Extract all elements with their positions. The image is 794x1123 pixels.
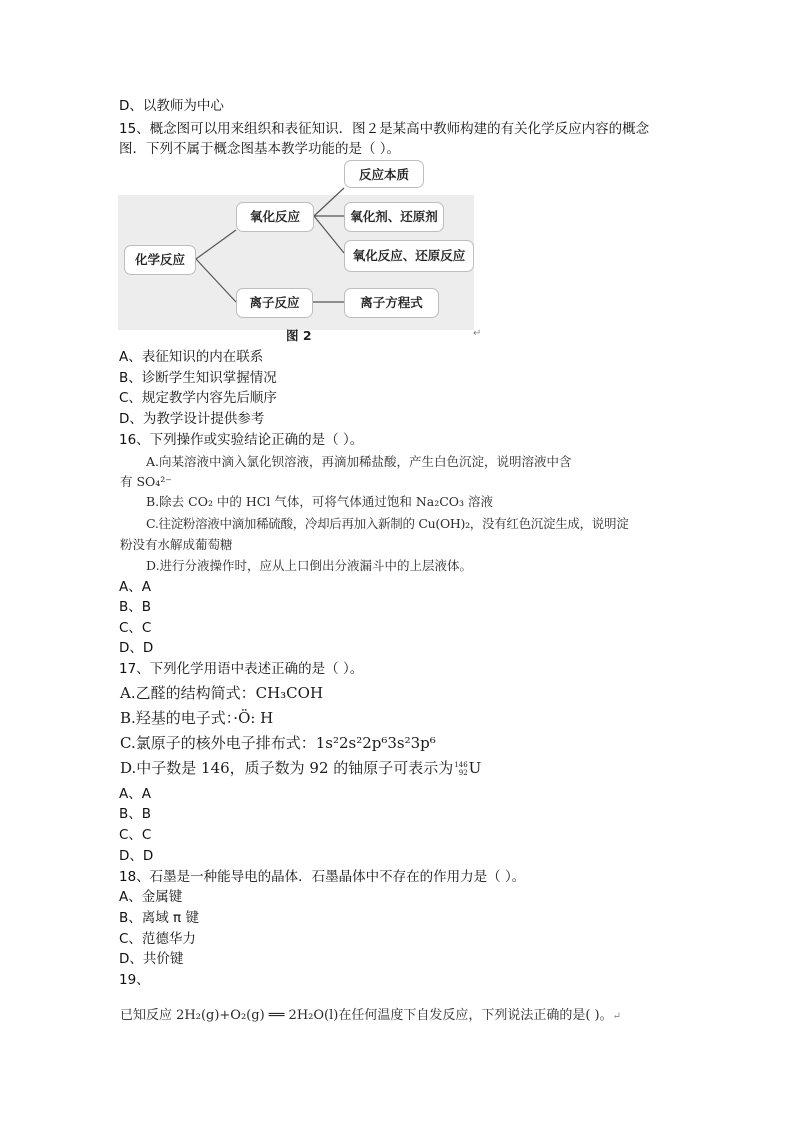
node-oxidant-reductant: 氧化剂、还原剂 [344, 202, 444, 232]
q17-scan-a-line: A.乙醛的结构简式：CH₃COH [120, 684, 324, 702]
connector-oxidation-to-reactions [314, 216, 344, 253]
q17-option-a: A、A [119, 786, 151, 802]
q18-stem: 18、石墨是一种能导电的晶体．石墨晶体中不存在的作用力是（ ）。 [119, 869, 526, 885]
q18-option-a: A、金属键 [119, 889, 183, 905]
q16-option-a: A、A [119, 579, 151, 595]
q15-option-c: C、规定教学内容先后顺序 [119, 390, 277, 406]
paragraph-return-mark: ↵ [473, 328, 482, 339]
q18-option-c: C、范德华力 [119, 931, 196, 947]
q15-stem-line-2: 图．下列不属于概念图基本教学功能的是（ ）。 [119, 141, 401, 157]
q17-d-symbol: U [468, 759, 482, 777]
q15-option-d: D、为教学设计提供参考 [119, 411, 265, 427]
q17-scan-b-line [120, 707, 273, 729]
q16-scan-d-line: D.进行分液操作时，应从上口倒出分液漏斗中的上层液体。 [146, 558, 473, 573]
q16-scan-c-line-1: C.往淀粉溶液中滴加稀硫酸，冷却后再加入新制的 Cu(OH)₂，没有红色沉淀生成，说明淀 [146, 516, 629, 531]
q16-option-b: B、B [119, 599, 152, 615]
q17-option-d: D、D [119, 848, 154, 864]
concept-map-figure [118, 160, 482, 348]
q14-option-d: D、以教师为中心 [119, 98, 224, 114]
q16-scan-c-line-2: 粉没有水解成葡萄糖 [120, 537, 233, 552]
q19-return-mark: ↵ [612, 1011, 622, 1022]
q16-scan-a-line-2: 有 SO₄²⁻ [120, 474, 172, 489]
node-oxidation-reaction: 氧化反应 [236, 202, 314, 232]
connector-root-to-oxidation [196, 230, 236, 259]
q17-c-prefix: C.氯原子的核外电子排布式： [120, 734, 316, 752]
node-redox-reactions: 氧化反应、还原反应 [344, 240, 474, 272]
node-reaction-essence: 反应本质 [344, 160, 424, 188]
q18-option-b: B、离域 π 键 [119, 910, 199, 926]
q15-stem-line-1: 15、概念图可以用来组织和表征知识．图２是某高中教师构建的有关化学反应内容的概念 [119, 121, 650, 137]
q16-option-d: D、D [119, 640, 154, 656]
connector-oxidation-to-essence [314, 188, 344, 216]
q19-number: 19、 [119, 972, 150, 988]
q18-option-d: D、共价键 [119, 951, 184, 967]
q17-option-c: C、C [119, 827, 152, 843]
q19-scan-line [120, 1006, 621, 1027]
node-ionic-reaction: 离子反应 [236, 288, 313, 318]
q17-stem: 17、下列化学用语中表述正确的是（ ）。 [119, 661, 364, 677]
q17-c-formula: 1s²2s²2p⁶3s²3p⁶ [315, 734, 436, 752]
q17-b-prefix: B.羟基的电子式： [120, 709, 234, 727]
q17-d-prefix: D.中子数是 146，质子数为 92 的铀原子可表示为 [120, 759, 454, 777]
q19-scan-text: 已知反应 2H₂(g)+O₂(g) ══ 2H₂O(l)在任何温度下自发反应，下列说法正确的是( )。 [120, 1008, 613, 1023]
q17-scan-d-line [120, 757, 481, 779]
q17-d-mass-number: 146 [454, 761, 468, 769]
q16-stem: 16、下列操作或实验结论正确的是（ ）。 [119, 432, 364, 448]
node-root: 化学反应 [124, 245, 196, 275]
q17-d-nuclide-indices [454, 761, 467, 777]
q16-scan-a-line-1: A.向某溶液中滴入氯化钡溶液，再滴加稀盐酸，产生白色沉淀，说明溶液中含 [146, 454, 572, 469]
q17-b-formula: ·Ö: H [233, 709, 274, 727]
figure-caption: 图 2 [286, 328, 312, 343]
q17-option-b: B、B [119, 806, 152, 822]
q17-d-atomic-number: 92 [458, 769, 468, 777]
q16-option-c: C、C [119, 620, 152, 636]
q17-scan-c-line [120, 732, 436, 754]
node-ionic-equation: 离子方程式 [344, 288, 439, 318]
q15-option-a: A、表征知识的内在联系 [119, 349, 264, 365]
connector-root-to-ionic [196, 259, 236, 302]
q15-option-b: B、诊断学生知识掌握情况 [119, 370, 277, 386]
q16-scan-b-line: B.除去 CO₂ 中的 HCl 气体，可将气体通过饱和 Na₂CO₃ 溶液 [146, 494, 494, 509]
